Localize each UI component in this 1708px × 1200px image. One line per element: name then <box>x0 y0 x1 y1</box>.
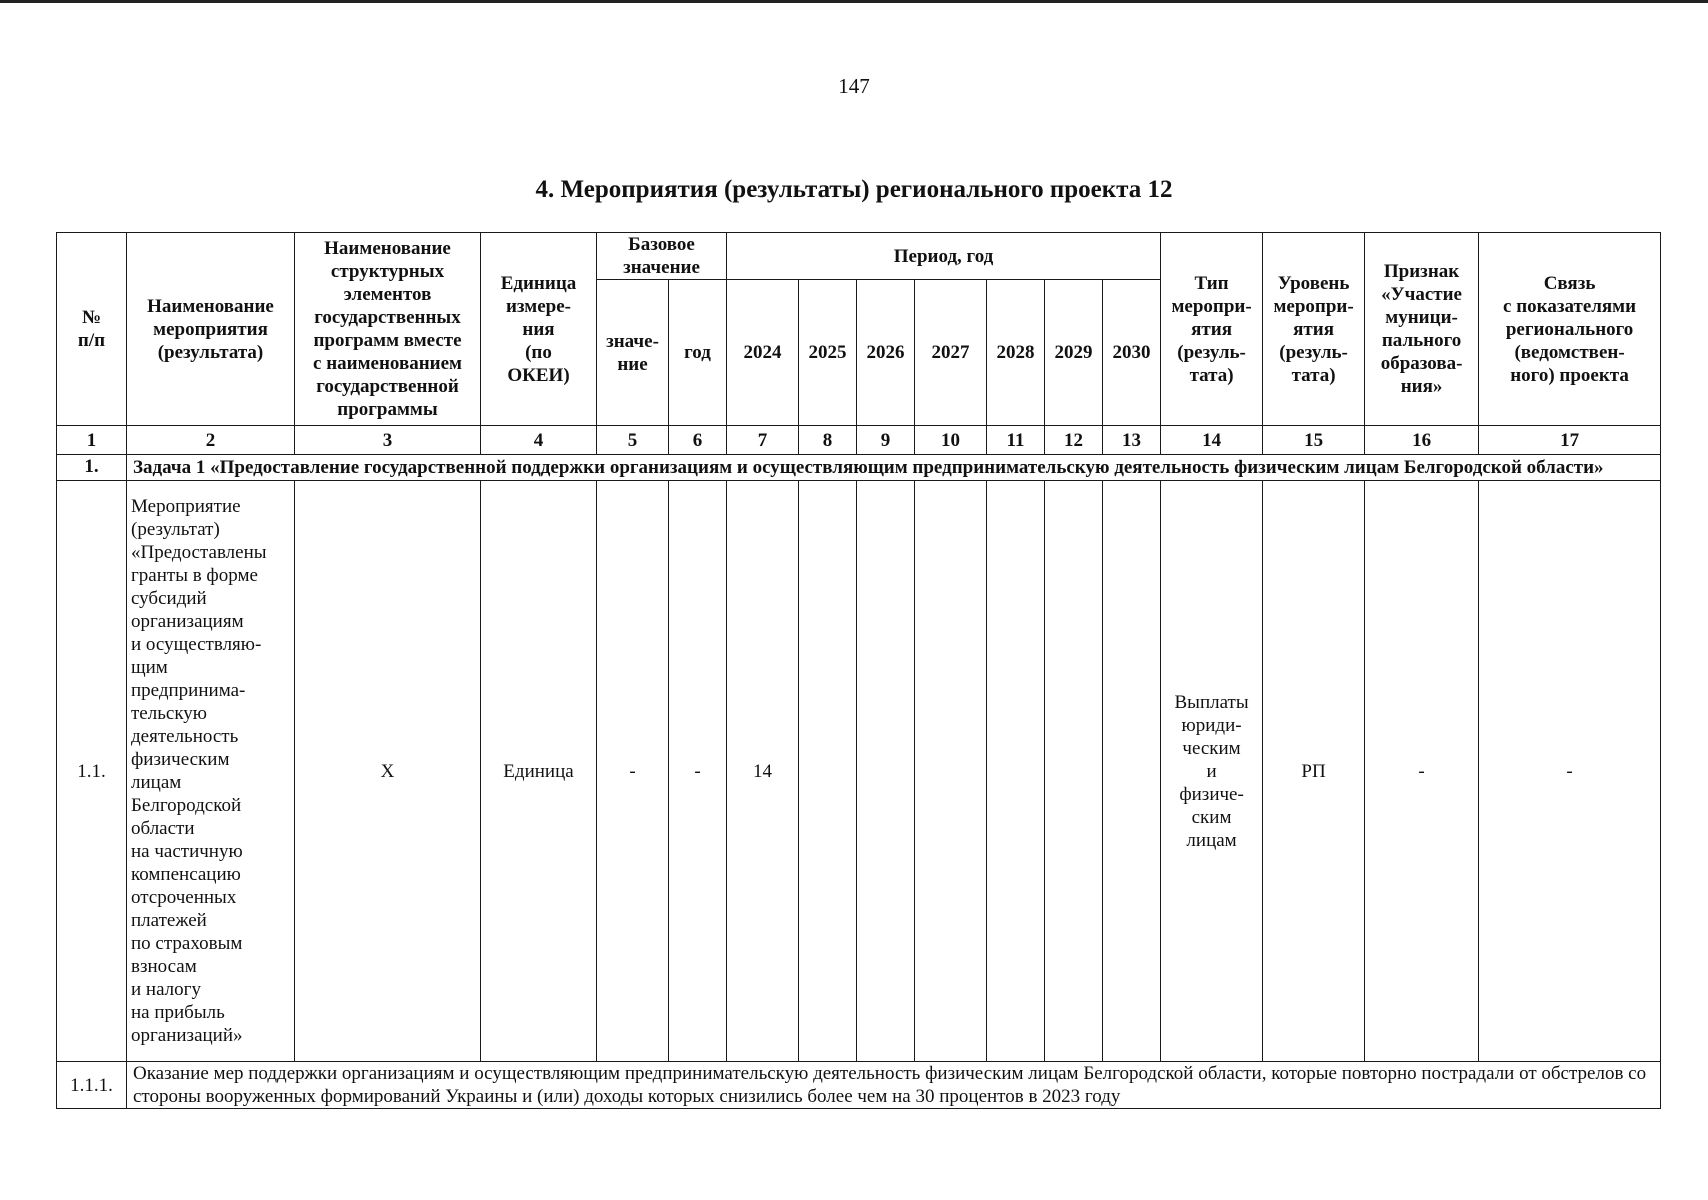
header-municipal: Признак «Участие муници- пального образова- ния» <box>1365 233 1479 426</box>
submeasure-text: Оказание мер поддержки организациям и осуществляющим предпринимательскую деятельность физическим лицам Белгородской области, которые повторно пострадали от обстрелов со стороны вооруженных формирований Украины и (или) доходы которых снизились более чем на 30 процентов в 2023 году <box>127 1062 1661 1109</box>
measures-table <box>56 232 1661 1109</box>
page-number: 147 <box>838 74 870 98</box>
header-level: Уровень меропри- ятия (резуль- тата) <box>1263 233 1365 426</box>
measure-unit: Единица <box>481 481 597 1062</box>
column-number: 8 <box>799 426 857 455</box>
measure-base-year: - <box>669 481 727 1062</box>
measure-level: РП <box>1263 481 1365 1062</box>
column-number: 9 <box>857 426 915 455</box>
submeasure-number: 1.1.1. <box>57 1062 127 1109</box>
measure-value-2029 <box>1045 481 1103 1062</box>
measure-number: 1.1. <box>57 481 127 1062</box>
header-year-2026: 2026 <box>857 280 915 426</box>
header-year-2029: 2029 <box>1045 280 1103 426</box>
column-number: 1 <box>57 426 127 455</box>
header-base-value-year: год <box>669 280 727 426</box>
measure-base-value: - <box>597 481 669 1062</box>
column-number: 13 <box>1103 426 1161 455</box>
header-year-2028: 2028 <box>987 280 1045 426</box>
task-number: 1. <box>57 455 127 481</box>
measure-type: Выплаты юриди- ческим и физиче- ским лицам <box>1161 481 1263 1062</box>
column-number: 3 <box>295 426 481 455</box>
header-num: № п/п <box>57 233 127 426</box>
header-year-2025: 2025 <box>799 280 857 426</box>
submeasure-row <box>57 1062 1661 1109</box>
column-number: 15 <box>1263 426 1365 455</box>
column-numbers-row <box>57 426 1661 455</box>
column-number: 7 <box>727 426 799 455</box>
measure-structural: X <box>295 481 481 1062</box>
measure-value-2026 <box>857 481 915 1062</box>
measure-name: Мероприятие (результат) «Предоставлены гранты в форме субсидий организациям и осуществляю- щим предпринима- тельскую деятельность физическим лицам Белгородской области на частичную компенсацию отсроченных платежей по страховым взносам и налогу на прибыль организаций» <box>127 481 295 1062</box>
header-period: Период, год <box>727 233 1161 280</box>
column-number: 2 <box>127 426 295 455</box>
header-structural-elements: Наименование структурных элементов государственных программ вместе с наименованием государственной программы <box>295 233 481 426</box>
column-number: 12 <box>1045 426 1103 455</box>
measure-value-2025 <box>799 481 857 1062</box>
header-measure-name: Наименование мероприятия (результата) <box>127 233 295 426</box>
measure-link: - <box>1479 481 1661 1062</box>
column-number: 11 <box>987 426 1045 455</box>
column-number: 14 <box>1161 426 1263 455</box>
column-number: 16 <box>1365 426 1479 455</box>
measure-municipal: - <box>1365 481 1479 1062</box>
measure-value-2028 <box>987 481 1045 1062</box>
measure-value-2030 <box>1103 481 1161 1062</box>
column-number: 4 <box>481 426 597 455</box>
column-number: 10 <box>915 426 987 455</box>
header-year-2024: 2024 <box>727 280 799 426</box>
top-rule <box>0 0 1708 3</box>
column-number: 17 <box>1479 426 1661 455</box>
header-link: Связь с показателями регионального (ведомствен- ного) проекта <box>1479 233 1661 426</box>
measure-row <box>57 481 1661 1062</box>
header-unit: Единица измере- ния (по ОКЕИ) <box>481 233 597 426</box>
header-type: Тип меропри- ятия (резуль- тата) <box>1161 233 1263 426</box>
task-row <box>57 455 1661 481</box>
header-row <box>57 233 1661 280</box>
column-number: 5 <box>597 426 669 455</box>
measure-value-2024: 14 <box>727 481 799 1062</box>
header-year-2027: 2027 <box>915 280 987 426</box>
page-title: 4. Мероприятия (результаты) регионального проекта 12 <box>535 176 1173 203</box>
task-text: Задача 1 «Предоставление государственной поддержки организациям и осуществляющим предпринимательскую деятельность физическим лицам Белгородской области» <box>127 455 1661 481</box>
header-year-2030: 2030 <box>1103 280 1161 426</box>
measure-value-2027 <box>915 481 987 1062</box>
header-base-value-value: значе- ние <box>597 280 669 426</box>
column-number: 6 <box>669 426 727 455</box>
header-base-value: Базовое значение <box>597 233 727 280</box>
